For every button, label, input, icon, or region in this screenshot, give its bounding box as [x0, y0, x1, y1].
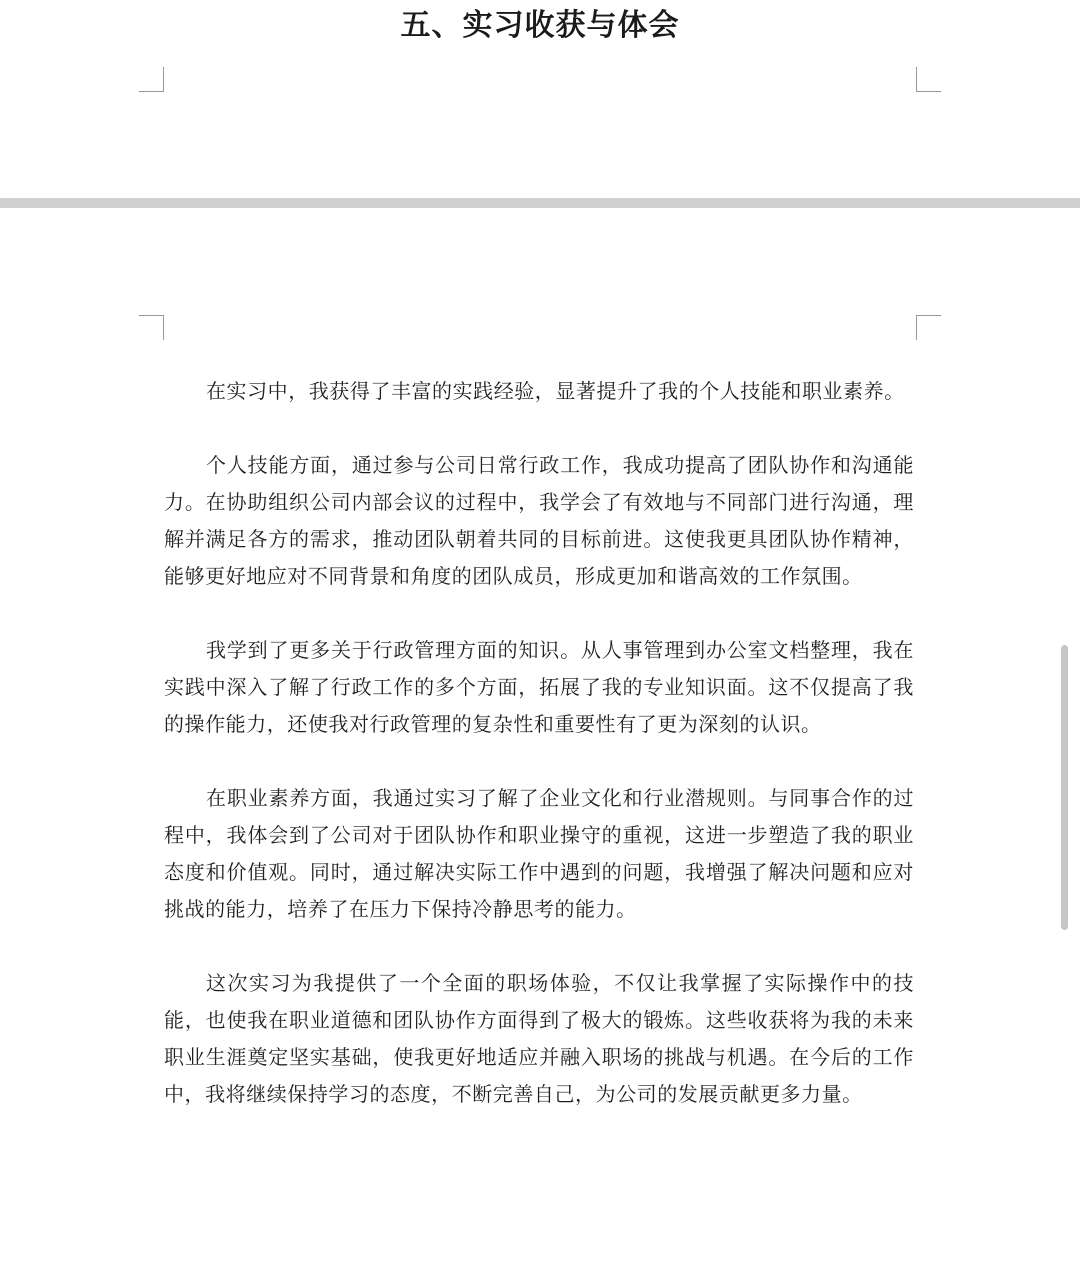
paragraph: 个人技能方面，通过参与公司日常行政工作，我成功提高了团队协作和沟通能力。在协助组织公司内部会议的过程中，我学会了有效地与不同部门进行沟通，理解并满足各方的需求，推动团队朝着共同的目标前进。这使我更具团队协作精神，能够更好地应对不同背景和角度的团队成员，形成更加和谐高效的工作氛围。 [164, 453, 914, 588]
margin-corner-mark [139, 67, 164, 92]
paragraph: 在职业素养方面，我通过实习了解了企业文化和行业潜规则。与同事合作的过程中，我体会到了公司对于团队协作和职业操守的重视，这进一步塑造了我的职业态度和价值观。同时，通过解决实际工作中遇到的问题，我增强了解决问题和应对挑战的能力，培养了在压力下保持冷静思考的能力。 [164, 786, 914, 921]
paragraph: 这次实习为我提供了一个全面的职场体验，不仅让我掌握了实际操作中的技能，也使我在职业道德和团队协作方面得到了极大的锻炼。这些收获将为我的未来职业生涯奠定坚实基础，使我更好地适应并融入职场的挑战与机遇。在今后的工作中，我将继续保持学习的态度，不断完善自己，为公司的发展贡献更多力量。 [164, 971, 914, 1106]
margin-corner-mark [916, 67, 941, 92]
section-heading: 五、实习收获与体会 [400, 8, 680, 43]
paragraph: 我学到了更多关于行政管理方面的知识。从人事管理到办公室文档整理，我在实践中深入了解了行政工作的多个方面，拓展了我的专业知识面。这不仅提高了我的操作能力，还使我对行政管理的复杂性和重要性有了更为深刻的认识。 [164, 638, 914, 736]
margin-corner-mark [139, 315, 164, 340]
margin-corner-mark [916, 315, 941, 340]
paragraph: 在实习中，我获得了丰富的实践经验，显著提升了我的个人技能和职业素养。 [206, 379, 905, 403]
vertical-scrollbar[interactable] [1061, 645, 1068, 930]
page-1 [0, 0, 1080, 198]
page-separator [0, 198, 1080, 208]
body-text [164, 373, 914, 1150]
